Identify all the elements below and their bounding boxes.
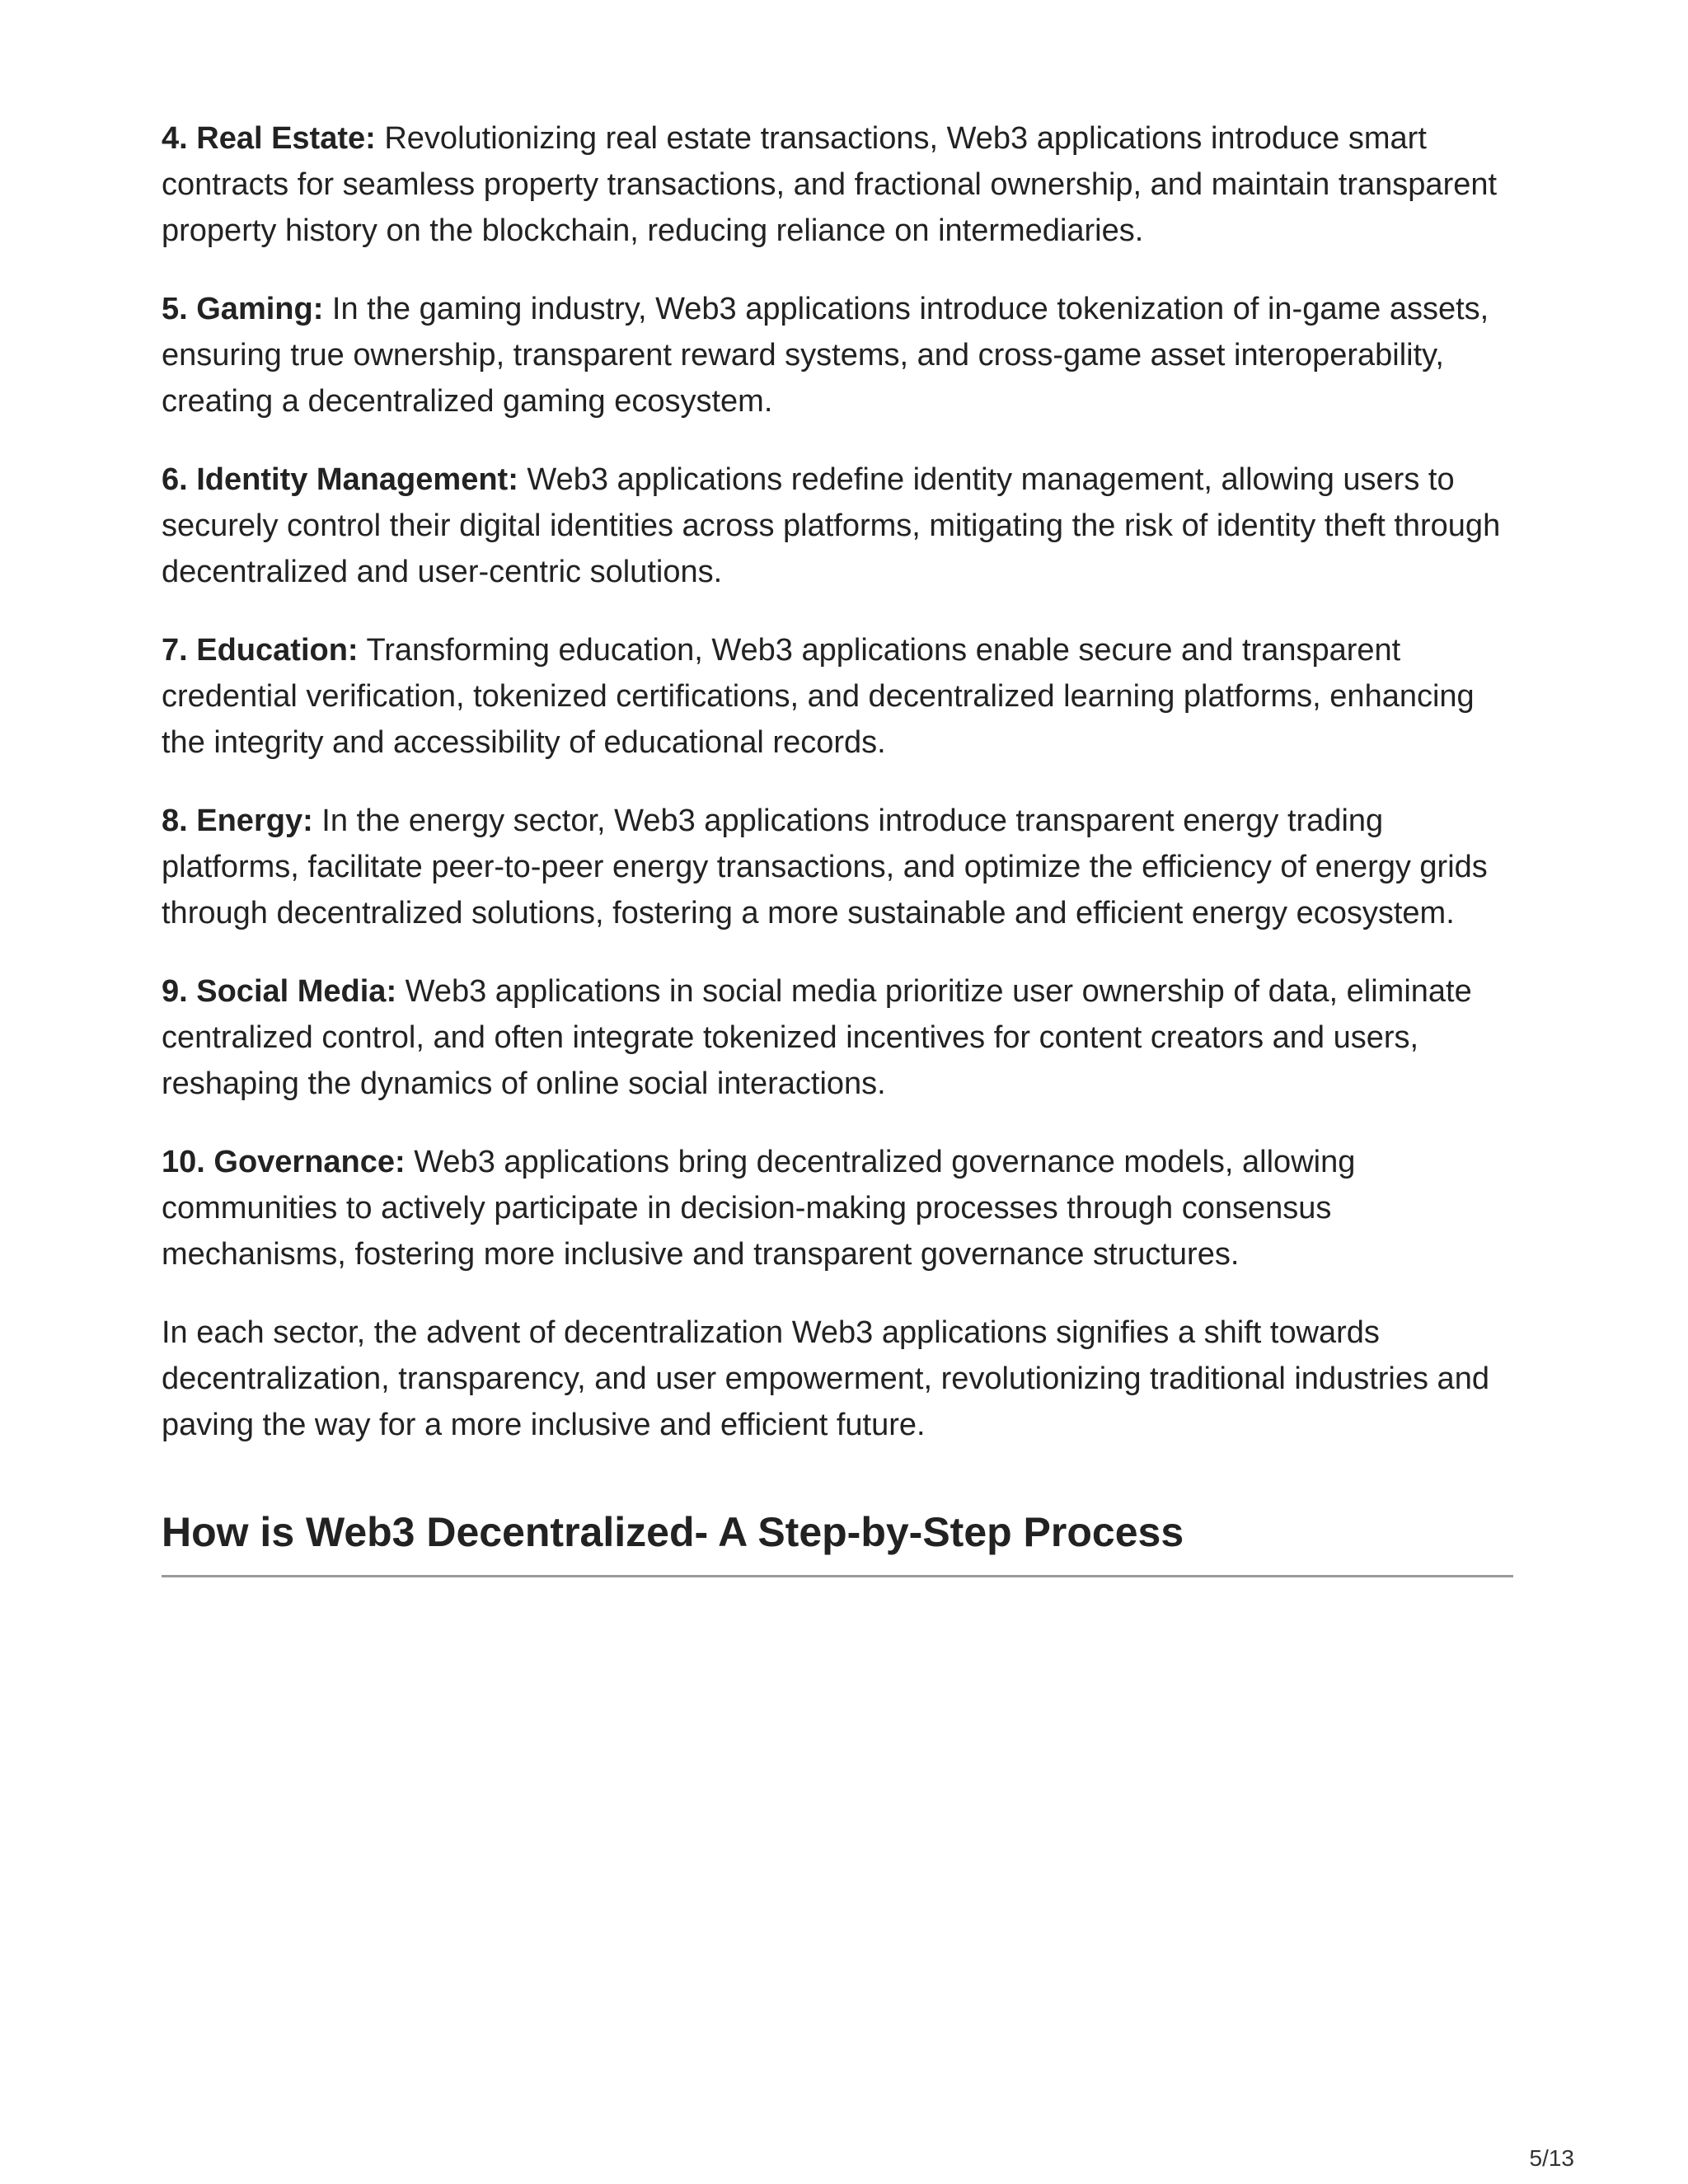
item-lead: 5. Gaming:	[162, 292, 324, 326]
section-heading: How is Web3 Decentralized- A Step-by-Step Process	[162, 1507, 1513, 1577]
item-lead: 8. Energy:	[162, 804, 313, 838]
summary-paragraph: In each sector, the advent of decentralization Web3 applications signifies a shift towards decentralization, transparency, and user empowerment, revolutionizing traditional industries and paving the way for a more inclusive and efficient future.	[162, 1315, 1489, 1442]
article-content	[162, 115, 1513, 1577]
item-lead: 6. Identity Management:	[162, 462, 518, 497]
item-lead: 4. Real Estate:	[162, 121, 376, 156]
list-item	[162, 457, 1513, 595]
item-text: In the gaming industry, Web3 applications introduce tokenization of in-game assets, ensuring true ownership, transparent reward systems, and cross-game asset interoperability, creating a decentralized gaming ecosystem.	[162, 292, 1489, 419]
item-text: In the energy sector, Web3 applications introduce transparent energy trading platforms, facilitate peer-to-peer energy transactions, and optimize the efficiency of energy grids through decentralized solutions, fostering a more sustainable and efficient energy ecosystem.	[162, 804, 1488, 930]
item-text: Transforming education, Web3 applications enable secure and transparent credential verification, tokenized certifications, and decentralized learning platforms, enhancing the integrity and accessibility of educational records.	[162, 633, 1475, 760]
item-text: Web3 applications in social media prioritize user ownership of data, eliminate centralized control, and often integrate tokenized incentives for content creators and users, reshaping the dynamics of online social interactions.	[162, 974, 1472, 1101]
item-lead: 9. Social Media:	[162, 974, 397, 1009]
list-item	[162, 286, 1513, 424]
item-text: Web3 applications bring decentralized governance models, allowing communities to actively participate in decision-making processes through consensus mechanisms, fostering more inclusive and transparent governance structures.	[162, 1145, 1356, 1272]
item-lead: 10. Governance:	[162, 1145, 406, 1179]
page-number: 5/13	[1529, 2145, 1574, 2171]
item-text: Web3 applications redefine identity management, allowing users to securely control their digital identities across platforms, mitigating the risk of identity theft through decentralized and user-centric solutions.	[162, 462, 1501, 589]
item-text: Revolutionizing real estate transactions, Web3 applications introduce smart contracts for seamless property transactions, and fractional ownership, and maintain transparent property history on the blockchain, reducing reliance on intermediaries.	[162, 121, 1498, 248]
list-item	[162, 1139, 1513, 1277]
list-item	[162, 798, 1513, 936]
list-item	[162, 115, 1513, 254]
list-item	[162, 968, 1513, 1107]
list-item	[162, 627, 1513, 766]
item-lead: 7. Education:	[162, 633, 359, 668]
